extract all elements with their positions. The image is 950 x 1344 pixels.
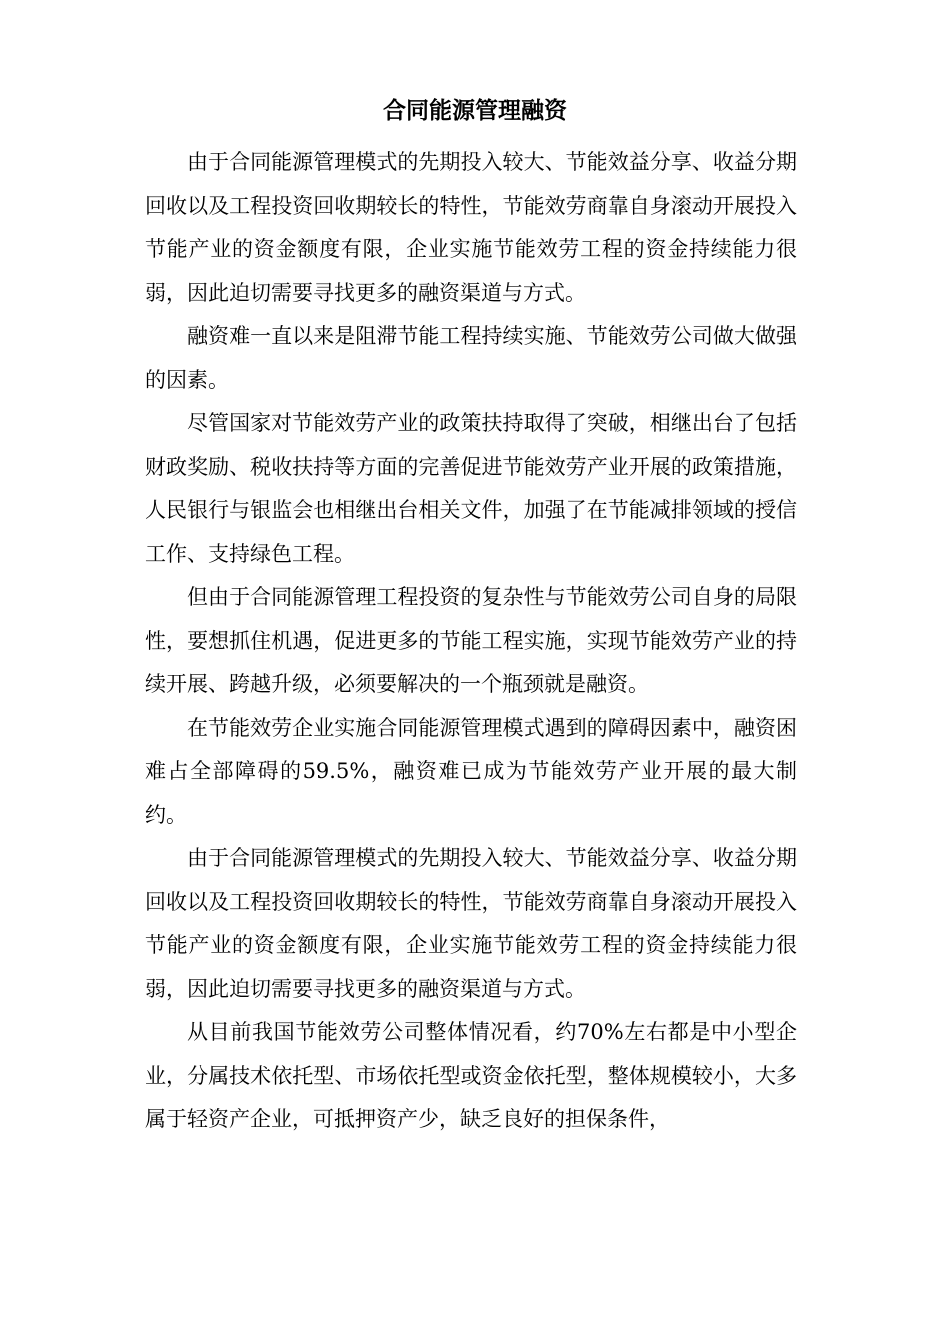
document-body (145, 141, 797, 1142)
paragraph: 尽管国家对节能效劳产业的政策扶持取得了突破，相继出台了包括财政奖励、税收扶持等方面的完善促进节能效劳产业开展的政策措施，人民银行与银监会也相继出台相关文件，加强了在节能减排领域的授信工作、支持绿色工程。 (145, 411, 797, 566)
paragraph: 在节能效劳企业实施合同能源管理模式遇到的障碍因素中，融资困难占全部障碍的59.5%，融资难已成为节能效劳产业开展的最大制约。 (145, 715, 797, 827)
document-title: 合同能源管理融资 (383, 98, 567, 124)
paragraph: 由于合同能源管理模式的先期投入较大、节能效益分享、收益分期回收以及工程投资回收期较长的特性，节能效劳商靠自身滚动开展投入节能产业的资金额度有限，企业实施节能效劳工程的资金持续能力很弱，因此迫切需要寻找更多的融资渠道与方式。 (145, 150, 797, 305)
paragraph: 由于合同能源管理模式的先期投入较大、节能效益分享、收益分期回收以及工程投资回收期较长的特性，节能效劳商靠自身滚动开展投入节能产业的资金额度有限，企业实施节能效劳工程的资金持续能力很弱，因此迫切需要寻找更多的融资渠道与方式。 (145, 846, 797, 1001)
paragraph: 融资难一直以来是阻滞节能工程持续实施、节能效劳公司做大做强的因素。 (145, 324, 797, 392)
paragraph: 从目前我国节能效劳公司整体情况看，约70%左右都是中小型企业，分属技术依托型、市场依托型或资金依托型，整体规模较小，大多属于轻资产企业，可抵押资产少，缺乏良好的担保条件， (145, 1020, 797, 1131)
paragraph: 但由于合同能源管理工程投资的复杂性与节能效劳公司自身的局限性，要想抓住机遇，促进更多的节能工程实施，实现节能效劳产业的持续开展、跨越升级，必须要解决的一个瓶颈就是融资。 (145, 585, 797, 696)
